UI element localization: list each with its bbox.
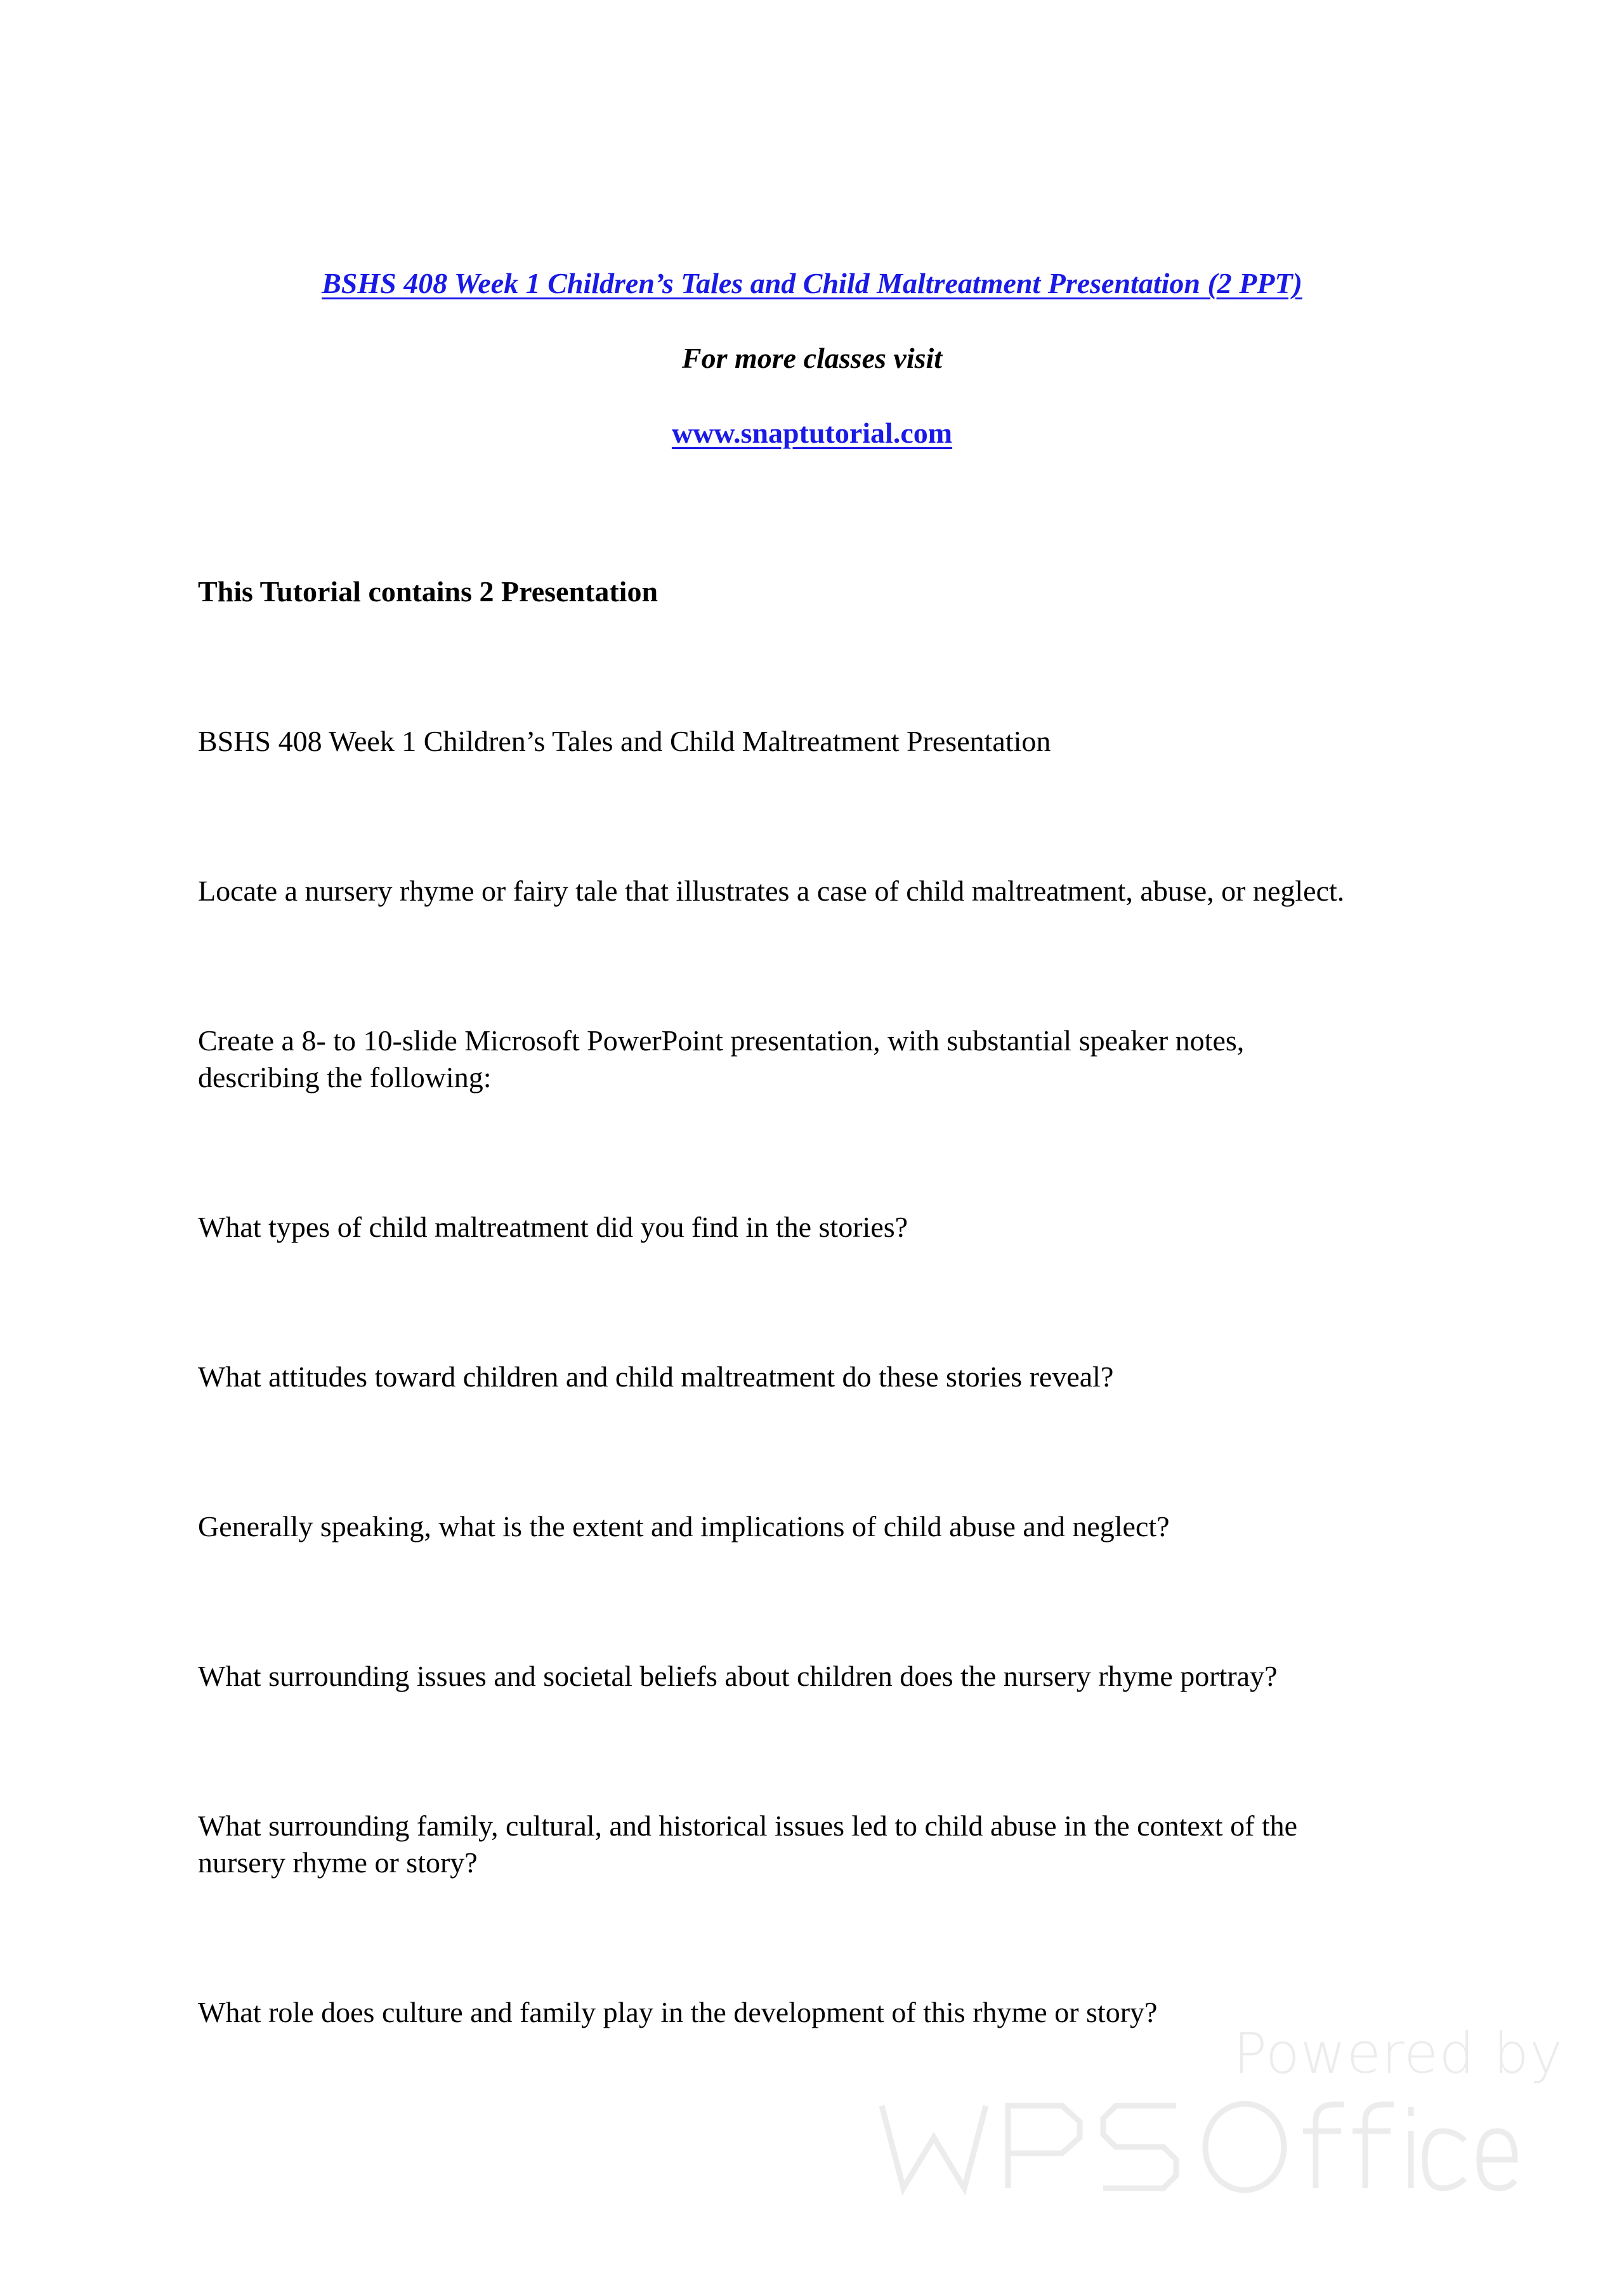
instruction-paragraph-2: [198, 1022, 1467, 1096]
question-6: What role does culture and family play in the development of this rhyme or story?: [198, 1996, 1158, 2028]
question-2: What attitudes toward children and child maltreatment do these stories reveal?: [198, 1360, 1114, 1393]
instruction-paragraph-1: Locate a nursery rhyme or fairy tale that illustrates a case of child maltreatment, abuse, or neglect.: [198, 875, 1345, 907]
watermark-powered-by: Powered by: [1233, 2021, 1564, 2086]
question-5-line-1: What surrounding family, cultural, and historical issues led to child abuse in the context of the: [198, 1810, 1298, 1842]
question-5-line-2: nursery rhyme or story?: [198, 1846, 478, 1879]
question-1: What types of child maltreatment did you find in the stories?: [198, 1211, 908, 1243]
question-5: [198, 1808, 1467, 1881]
question-3: Generally speaking, what is the extent and implications of child abuse and neglect?: [198, 1510, 1170, 1543]
more-classes-text: For more classes visit: [681, 342, 943, 374]
website-link[interactable]: www.snaptutorial.com: [671, 417, 953, 449]
presentation-title: BSHS 408 Week 1 Children’s Tales and Child Maltreatment Presentation: [198, 725, 1051, 757]
question-4: What surrounding issues and societal beliefs about children does the nursery rhyme portray?: [198, 1660, 1278, 1692]
title-link[interactable]: BSHS 408 Week 1 Children’s Tales and Child Maltreatment Presentation (2 PPT): [322, 267, 1302, 299]
tutorial-contents-heading: This Tutorial contains 2 Presentation: [198, 575, 658, 608]
instruction-2-line-2: describing the following:: [198, 1061, 492, 1093]
instruction-2-line-1: Create a 8- to 10-slide Microsoft PowerPoint presentation, with substantial speaker notes,: [198, 1024, 1245, 1057]
wps-office-logo-icon: [878, 2093, 1519, 2201]
